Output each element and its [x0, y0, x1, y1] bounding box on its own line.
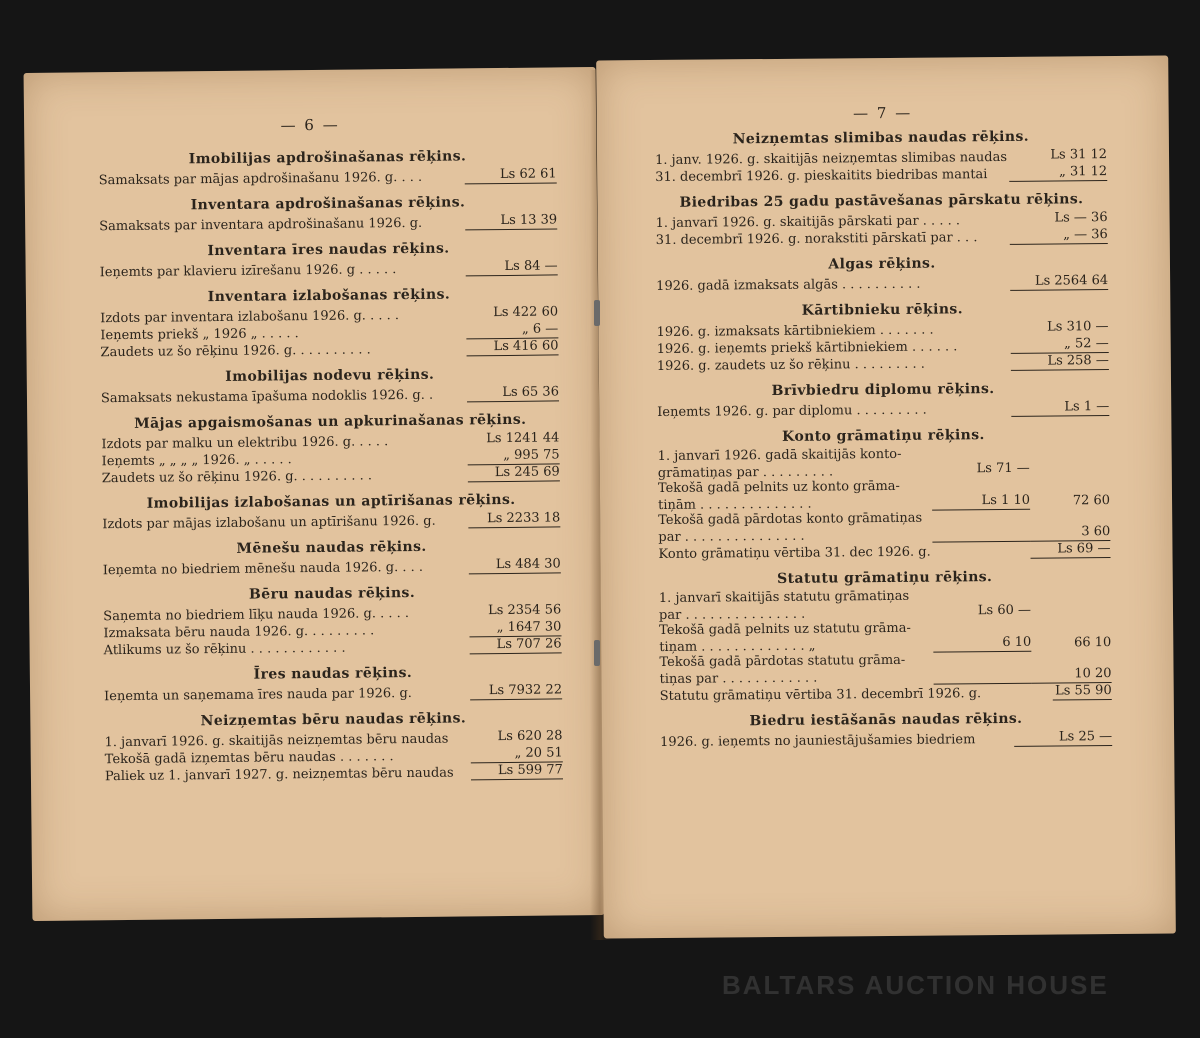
account-title: Neizņemtas bēru naudas rēķins.: [200, 710, 467, 730]
row-label: 1926. g. ieņemts no jauniestājušamies biedriem: [660, 732, 976, 750]
row-total: 3 60: [1030, 524, 1110, 542]
row-label: Izdots par mājas izlabošanu un aptīrišanu 1926. g.: [102, 513, 436, 533]
row-amount: „ 6 —: [466, 321, 558, 339]
account-section: [655, 191, 1107, 248]
right-page-content: [655, 128, 1112, 760]
row-total: Ls 69 —: [1030, 541, 1110, 559]
row-amount: Ls 620 28: [497, 728, 563, 745]
staple: [594, 300, 600, 326]
row-amount: Ls — 36: [1054, 210, 1108, 226]
row-label: Samaksats par inventara apdrošinašanu 1926. g.: [99, 215, 423, 235]
row-amount: Ls 422 60: [493, 304, 559, 321]
row-label: Ieņemta no biedriem mēnešu nauda 1926. g. . . .: [102, 559, 424, 579]
row-amount: Ls 1 —: [1011, 399, 1109, 417]
account-title: Neizņemtas slimibas naudas rēķins.: [732, 128, 1030, 148]
account-section: [657, 426, 1110, 562]
row-amount: „ 52 —: [1011, 336, 1109, 354]
account-section: [104, 709, 563, 784]
account-title: Īres naudas rēķins.: [253, 664, 413, 683]
account-row: [657, 399, 1109, 420]
row-amount: Ls 1241 44: [486, 430, 560, 447]
row-label: tiņas par . . . . . . . . . . . .: [659, 670, 818, 687]
row-amount: Ls 416 60: [466, 338, 558, 356]
account-title: Mājas apgaismošanas un apkurinašanas rēķins.: [134, 411, 527, 432]
row-label: 31. decembrī 1926. g. pieskaitits biedribas mantai: [655, 167, 988, 186]
account-title: Inventara apdrošinašanas rēķins.: [190, 194, 466, 214]
row-amount: „ 1647 30: [469, 619, 561, 637]
row-label: Tekošā gadā izņemtas bēru naudas . . . . . . .: [104, 749, 394, 768]
row-amount: Ls 258 —: [1011, 353, 1109, 371]
staple: [594, 640, 600, 666]
row-amount: „ 20 51: [471, 745, 563, 763]
row-amount: Ls 2233 18: [468, 510, 560, 528]
row-amount: Ls 13 39: [465, 212, 557, 230]
account-title: Kārtibnieku rēķins.: [801, 301, 964, 319]
row-label: Izmaksata bēru nauda 1926. g. . . . . . . . .: [103, 623, 375, 642]
row-label: Tekošā gadā pārdotas statutu grāma-: [659, 652, 906, 670]
account-title: Imobilijas nodevu rēķins.: [225, 366, 435, 385]
row-label: Samaksats par mājas apdrošinašanu 1926. g. . . .: [98, 169, 423, 189]
row-label: Ieņemts par klavieru izīrešanu 1926. g . . . . .: [99, 262, 397, 281]
row-amount: Ls 2564 64: [1010, 273, 1108, 291]
row-label: Atlikums uz šo rēķinu . . . . . . . . . . . .: [103, 640, 346, 659]
row-total: 72 60: [1072, 493, 1111, 509]
account-section: [103, 583, 562, 658]
row-label: 1. janvarī 1926. g. skaitijās pārskati par . . . . .: [655, 213, 961, 231]
row-amount: Ls 60 —: [977, 602, 1032, 619]
account-section: [657, 380, 1109, 420]
row-label: tiņām . . . . . . . . . . . . . .: [657, 496, 812, 513]
row-amount: Ls 65 36: [467, 384, 559, 402]
left-page: [24, 67, 605, 921]
account-title: Brīvbiedru diplomu rēķins.: [771, 381, 995, 399]
account-title: Inventara īres naudas rēķins.: [207, 240, 450, 260]
row-label: 1926. gadā izmaksats algās . . . . . . . . . .: [656, 276, 921, 294]
row-label: 1. janvarī 1926. g. skaitijās neizņemtas bēru naudas: [104, 731, 449, 751]
row-amount: Ls 245 69: [468, 464, 560, 482]
account-row: [656, 273, 1108, 294]
row-label: Paliek uz 1. janvarī 1927. g. neizņemtas bēru naudas: [104, 765, 454, 785]
account-section: [99, 239, 557, 280]
row-amount: [933, 557, 1031, 560]
row-amount: „ — 36: [1010, 227, 1108, 245]
row-label: Statutu grāmatiņu vērtiba 31. decembrī 1926. g.: [659, 686, 982, 704]
account-section: [656, 254, 1108, 294]
account-row: [103, 556, 561, 578]
row-amount: Ls 25 —: [1014, 729, 1112, 747]
row-label: Ieņemts priekš „ 1926 „ . . . . .: [100, 326, 299, 344]
row-label: tiņam . . . . . . . . . . . . . „: [659, 638, 816, 655]
row-amount: Ls 310 —: [1047, 319, 1109, 335]
row-label: grāmatiņas par . . . . . . . . .: [657, 464, 834, 481]
account-title: Biedru iestāšanās naudas rēķins.: [749, 710, 1023, 730]
watermark: BALTARS AUCTION HOUSE: [722, 970, 1109, 1000]
row-label: Zaudets uz šo rēķinu 1926. g. . . . . . . . . .: [100, 342, 371, 361]
row-amount: Ls 707 26: [470, 636, 562, 654]
row-amount: Ls 7932 22: [470, 682, 562, 700]
account-section: [102, 537, 560, 578]
account-row: [99, 166, 557, 188]
page-number: — 6 —: [280, 115, 340, 135]
row-total: 10 20: [1031, 666, 1111, 684]
account-title: Algas rēķins.: [828, 255, 936, 273]
account-title: Inventara izlabošanas rēķins.: [207, 286, 451, 306]
row-label: Zaudets uz šo rēķinu 1926. g. . . . . . . . . .: [101, 468, 373, 487]
account-section: [101, 411, 560, 486]
row-label: Ieņemta un saņemama īres nauda par 1926. g.: [104, 685, 412, 705]
row-label: Saņemta no biedriem līķu nauda 1926. g. . . . .: [103, 606, 410, 625]
account-row: [104, 682, 562, 704]
row-label: par . . . . . . . . . . . . . . .: [658, 528, 805, 545]
row-label: Izdots par malku un elektribu 1926. g. . . . .: [101, 434, 389, 453]
account-title: Bēru naudas rēķins.: [248, 584, 416, 603]
row-total: Ls 55 90: [1053, 683, 1112, 701]
row-label: Tekošā gadā pelnits uz statutu grāma-: [659, 620, 911, 638]
account-row: [660, 729, 1112, 750]
row-label: Ieņemts „ „ „ „ 1926. „ . . . . .: [101, 452, 292, 470]
account-title: Imobilijas izlabošanas un aptīrišanas rēķins.: [146, 491, 516, 512]
account-title: Imobilijas apdrošinašanas rēķins.: [188, 148, 467, 168]
row-label: 1926. g. izmaksats kārtibniekiem . . . . . . .: [656, 322, 934, 340]
row-label: Tekošā gadā pārdotas konto grāmatiņas: [658, 510, 923, 528]
right-page: [596, 56, 1176, 939]
row-label: 31. decembrī 1926. g. norakstiti pārskatī par . . .: [655, 230, 978, 248]
row-amount: Ls 84 —: [466, 258, 558, 276]
account-section: [104, 663, 562, 704]
row-label: Konto grāmatiņu vērtiba 31. dec 1926. g.: [658, 544, 931, 562]
row-amount: Ls 484 30: [469, 556, 561, 574]
row-amount: Ls 1 10: [932, 493, 1030, 511]
row-amount: Ls 2354 56: [487, 602, 562, 619]
account-section: [656, 300, 1109, 374]
row-label: 1926. g. ieņemts priekš kārtibniekiem . . . . . .: [656, 339, 958, 357]
row-label: par . . . . . . . . . . . . . . .: [658, 606, 806, 623]
account-title: Mēnešu naudas rēķins.: [236, 538, 427, 557]
account-row: [100, 258, 558, 280]
row-amount: „ 31 12: [1009, 164, 1107, 182]
row-label: 1. janvarī skaitijās statutu grāmatiņas: [658, 588, 910, 606]
account-section: [101, 365, 559, 406]
account-section: [98, 147, 556, 188]
account-section: [659, 568, 1112, 704]
page-number: — 7 —: [853, 103, 913, 123]
account-section: [100, 285, 559, 360]
row-label: Tekošā gadā pelnits uz konto grāma-: [657, 478, 900, 496]
row-amount: Ls 71 —: [976, 460, 1030, 477]
account-row: [102, 510, 560, 532]
row-label: Ieņemts 1926. g. par diplomu . . . . . . . . .: [657, 402, 927, 420]
account-title: Biedribas 25 gadu pastāvešanas pārskatu rēķins.: [679, 191, 1084, 211]
row-label: Samaksats nekustama īpašuma nodoklis 1926. g. .: [100, 387, 434, 407]
row-label: Izdots par inventara izlabošanu 1926. g. . . . .: [100, 308, 400, 327]
row-amount: Ls 62 61: [465, 166, 557, 184]
row-amount: Ls 31 12: [1050, 147, 1108, 163]
account-section: [102, 491, 560, 532]
account-section: [655, 128, 1107, 185]
row-label: 1. janvarī 1926. gadā skaitijās konto-: [657, 446, 902, 464]
account-row: [101, 384, 559, 406]
row-label: 1926. g. zaudets uz šo rēķinu . . . . . . . . .: [656, 356, 925, 374]
row-amount: [981, 699, 1053, 702]
account-title: Konto grāmatiņu rēķins.: [782, 427, 985, 445]
row-total: 66 10: [1073, 635, 1112, 651]
account-section: [99, 193, 557, 234]
account-section: [660, 710, 1112, 750]
account-title: Statutu grāmatiņu rēķins.: [777, 569, 993, 587]
row-label: 1. janv. 1926. g. skaitijās neizņemtas slimibas naudas: [654, 149, 1008, 169]
row-amount: Ls 599 77: [471, 762, 563, 780]
account-row: [99, 212, 557, 234]
row-amount: 6 10: [933, 635, 1031, 653]
row-amount: „ 995 75: [468, 447, 560, 465]
left-page-content: [98, 147, 563, 794]
